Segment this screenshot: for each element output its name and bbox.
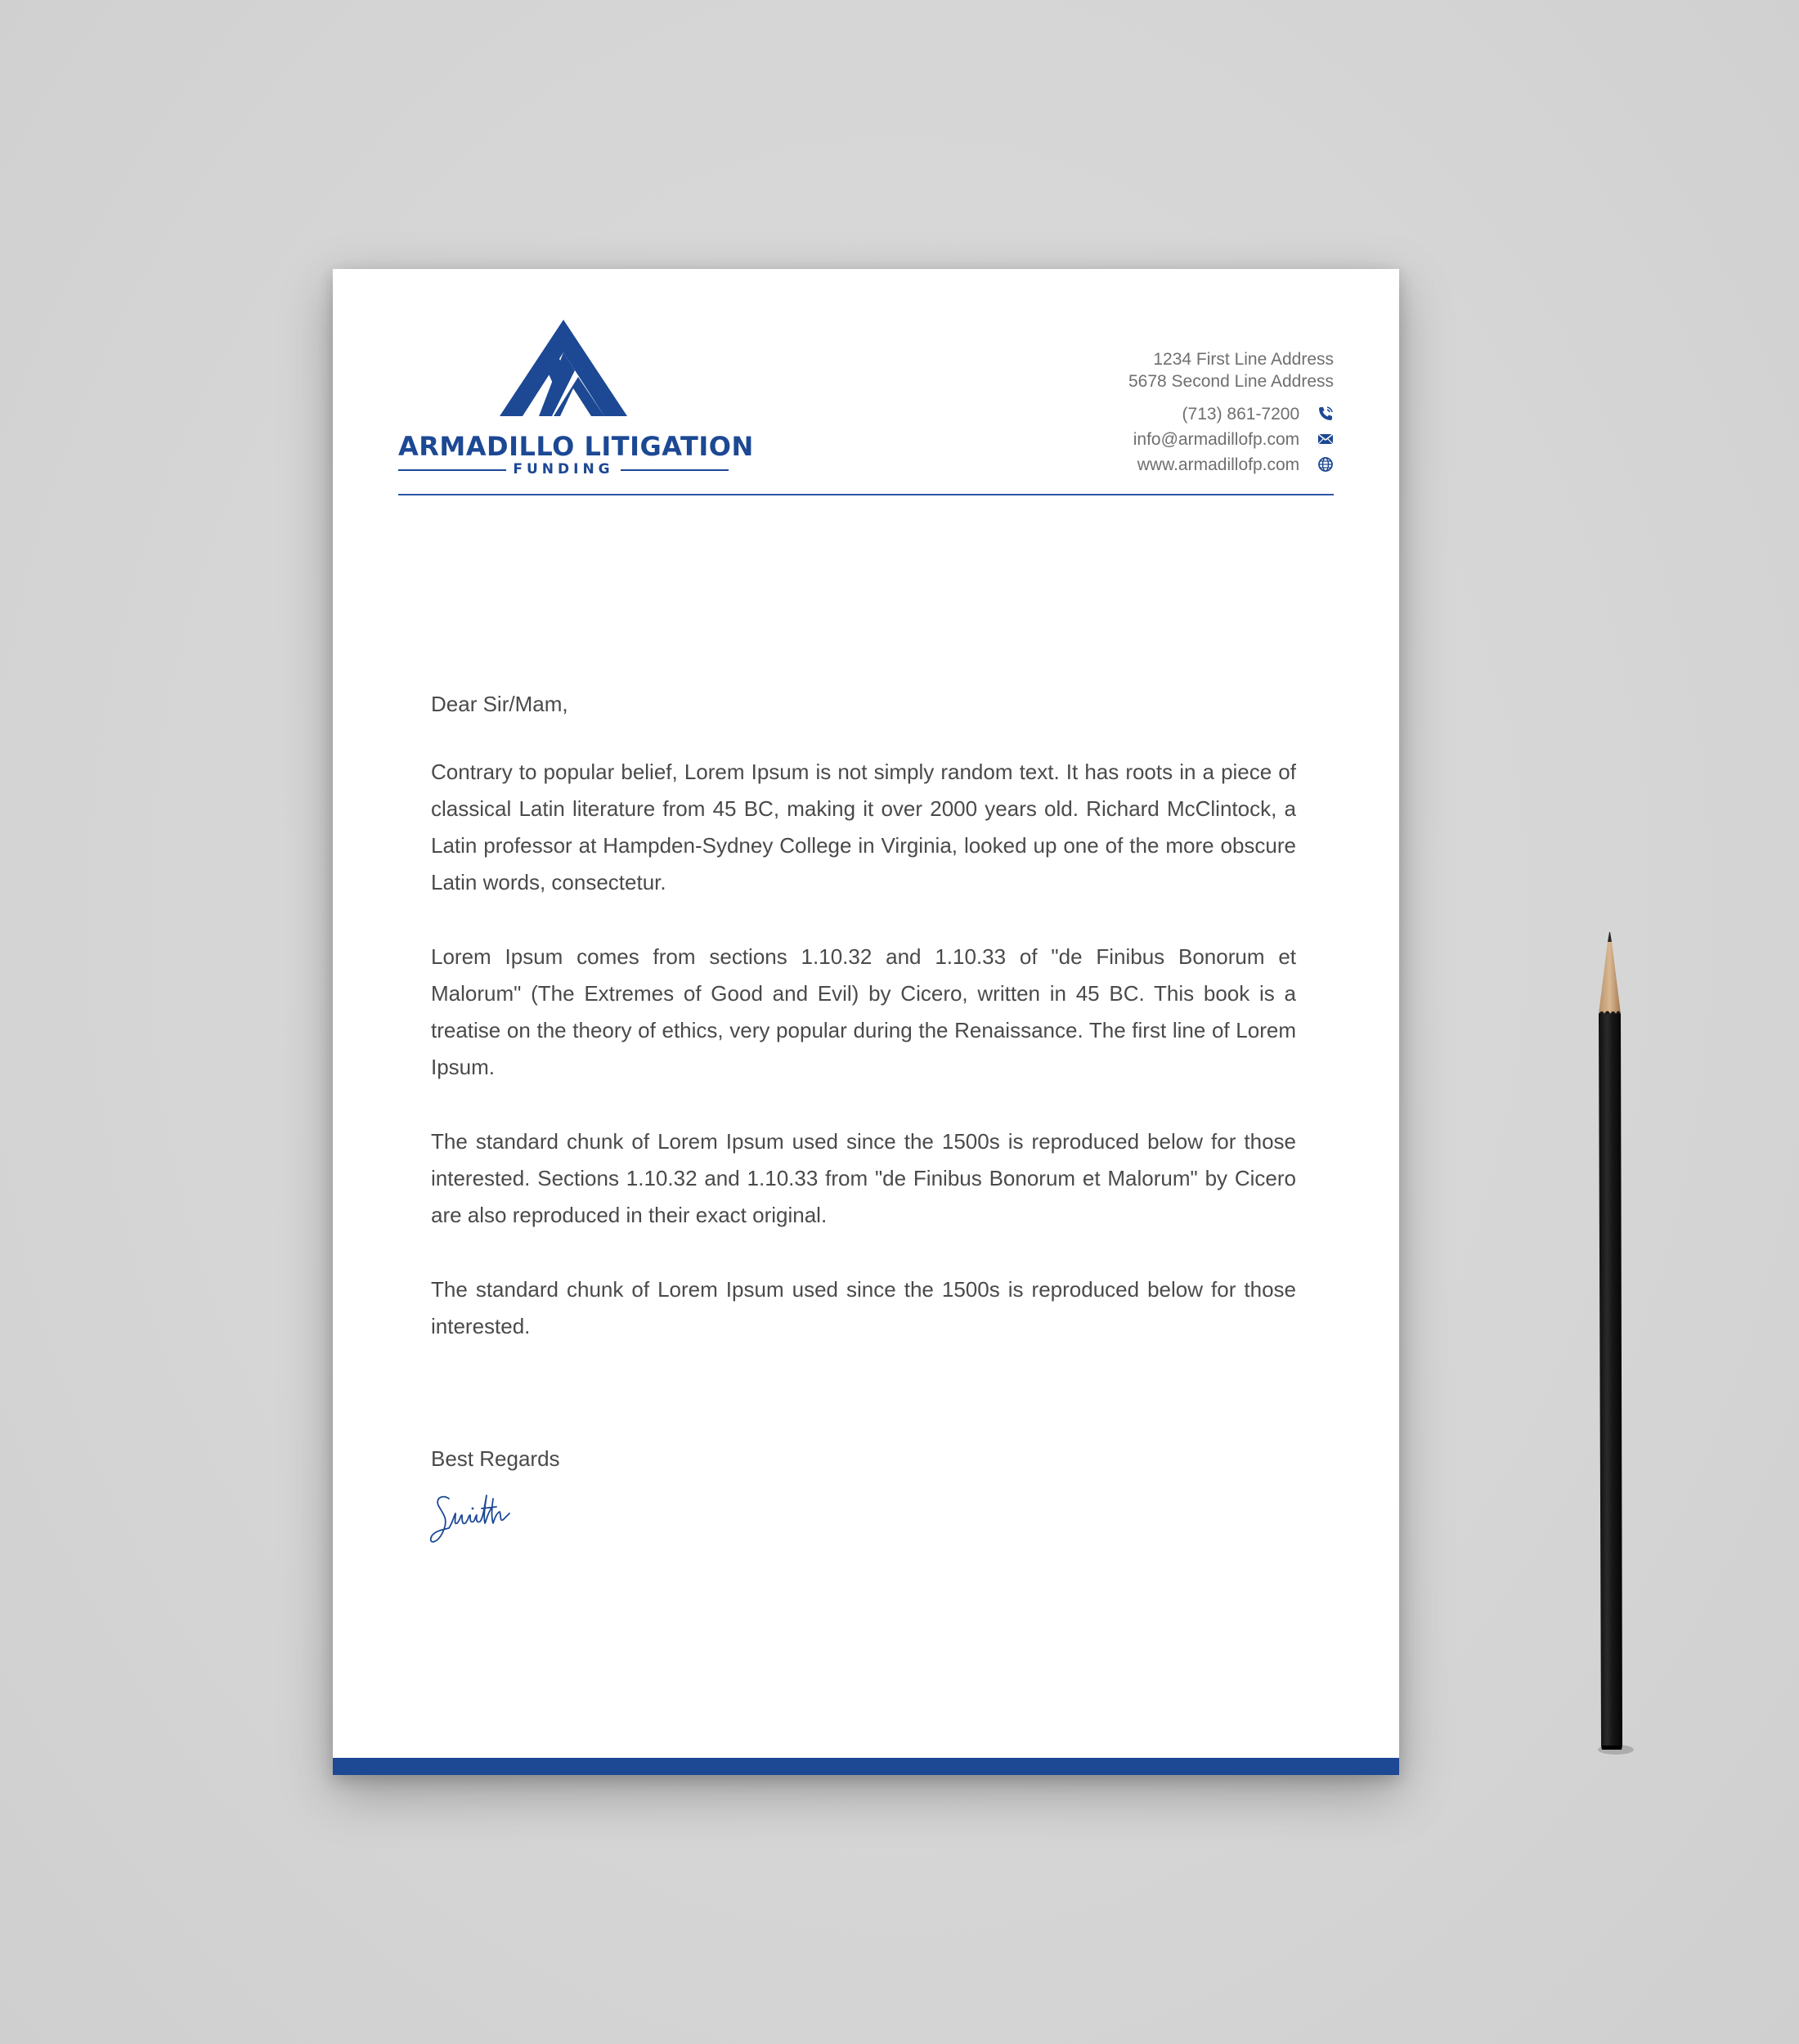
company-name: ARMADILLO LITIGATION — [398, 431, 754, 462]
paragraph-4: The standard chunk of Lorem Ipsum used since the 1500s is reproduced below for those interested. — [431, 1277, 1296, 1338]
address-line-2: 5678 Second Line Address — [1128, 372, 1334, 391]
paragraph-1: Contrary to popular belief, Lorem Ipsum is not simply random text. It has roots in a piece of classical Latin literature from 45 BC, making it over 2000 years old. Richard McClintock, a Latin professor at Hampden-Sydney College in Virginia, looked up one of the more obscure Latin words, consectetur. — [431, 760, 1296, 894]
company-logo — [398, 320, 754, 477]
company-sub-row — [398, 461, 729, 479]
phone-icon — [1317, 406, 1334, 422]
globe-icon — [1317, 456, 1334, 473]
website-url: www.armadillofp.com — [1137, 455, 1300, 474]
phone-number: (713) 861-7200 — [1182, 404, 1300, 424]
salutation: Dear Sir/Mam, — [431, 692, 568, 716]
logo-rule-left — [398, 469, 506, 471]
email-row — [908, 426, 1334, 451]
paragraph-3: The standard chunk of Lorem Ipsum used since the 1500s is reproduced below for those interested. Sections 1.10.32 and 1.10.33 from "de Finibus Bonorum et Malorum" by Cicero are also reproduced in their exact original. — [431, 1129, 1296, 1227]
letter-body — [431, 686, 1296, 1383]
footer-bar — [333, 1758, 1399, 1775]
triangle-logo-mark — [500, 320, 627, 418]
email-address: info@armadillofp.com — [1133, 429, 1300, 449]
contact-block — [908, 348, 1334, 477]
phone-row — [908, 401, 1334, 426]
handwritten-signature — [424, 1487, 523, 1553]
paragraph-2: Lorem Ipsum comes from sections 1.10.32 and 1.10.33 of "de Finibus Bonorum et Malorum" (The Extremes of Good and Evil) by Cicero, written in 45 BC. This book is a treatise on the theory of ethics, very popular during the Renaissance. The first line of Lorem Ipsum. — [431, 944, 1296, 1079]
envelope-icon — [1317, 431, 1334, 447]
letterhead-paper — [333, 269, 1399, 1775]
logo-rule-right — [621, 469, 729, 471]
header-divider — [398, 494, 1334, 495]
closing: Best Regards — [431, 1446, 560, 1471]
pencil-prop — [1585, 932, 1642, 1758]
company-subtitle: FUNDING — [513, 461, 614, 477]
address-line-1: 1234 First Line Address — [1153, 350, 1334, 369]
website-row — [908, 451, 1334, 477]
